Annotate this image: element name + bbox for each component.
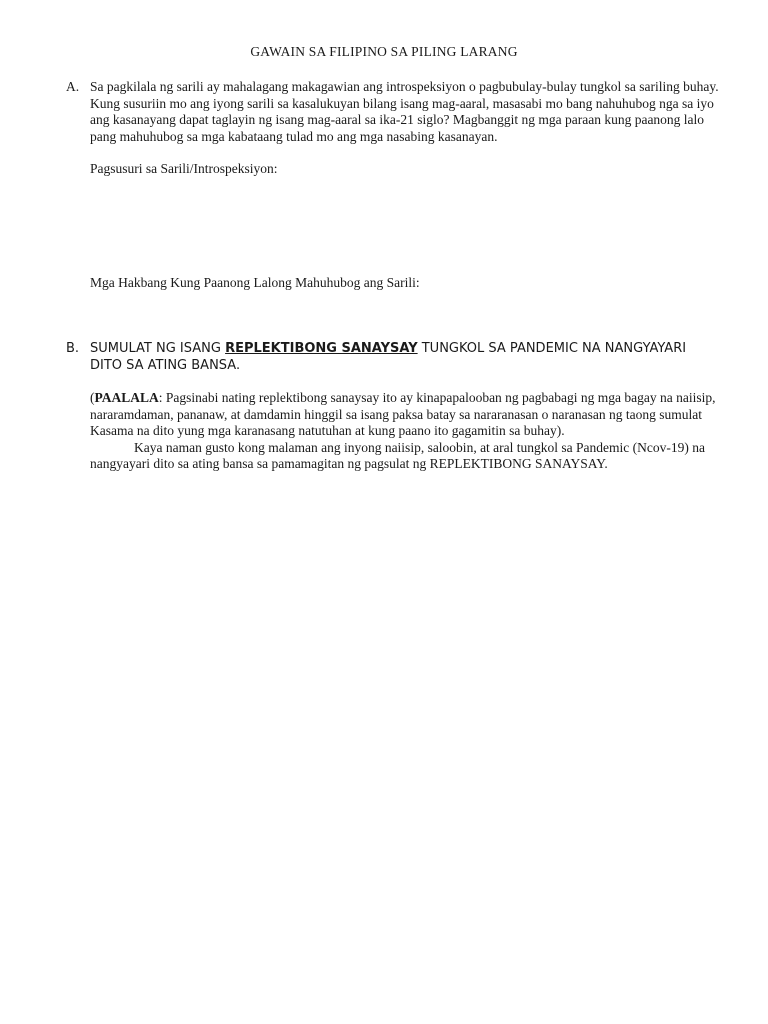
document-title: GAWAIN SA FILIPINO SA PILING LARANG <box>250 44 518 59</box>
heading-suffix: TUNGKOL SA PANDEMIC NA NANGYAYARI DITO SA ATING BANSA. <box>90 341 687 373</box>
section-a-paragraph: Sa pagkilala ng sarili ay mahalagang makagawian ang introspeksiyon o pagbubulay-bulay tungkol sa sariling buhay. Kung susuriin mo ang iyong sarili sa kasalukuyan bilang isang mag-aaral, masasabi mo bang nahuhubog nga sa iyo ang kasanayang dapat taglayin ng isang mag-aaral sa ika-21 siglo? Magbanggit ng mga paraan kung paanong lalo pang mahuhubog sa mga kabataang tulad mo ang mga nasabing kasanayan. <box>90 79 719 144</box>
steps-subheading: Mga Hakbang Kung Paanong Lalong Mahuhubog ang Sarili: <box>90 275 420 290</box>
note-continuation: Kaya naman gusto kong malaman ang inyong naiisip, saloobin, at aral tungkol sa Pandemic (Ncov-19) na nangyayari dito sa ating bansa sa pamamagitan ng pagsulat ng REPLEKTIBONG SANAYSAY. <box>90 439 705 471</box>
heading-prefix: SUMULAT NG ISANG <box>90 341 226 356</box>
note-text: : Pagsinabi nating replektibong sanaysay ito ay kinapapalooban ng pagbabagi ng mga bagay na naiisip, nararamdaman, pananaw, at damdamin hinggil sa isang paksa batay sa nararanasan o naranasan ng taong sumulat Kasama na dito yung mga karanasang natutuhan at kung paano ito gagamitin sa buhay). <box>90 390 716 438</box>
note-label: PAALALA <box>94 390 159 405</box>
heading-emphasis: REPLEKTIBONG SANAYSAY <box>225 341 418 356</box>
section-b-heading <box>90 340 722 374</box>
note-open-paren: ( <box>90 390 95 405</box>
introspection-subheading: Pagsusuri sa Sarili/Introspeksiyon: <box>90 161 278 176</box>
section-b-marker: B. <box>66 341 80 356</box>
section-a-marker: A. <box>66 79 80 94</box>
reminder-note <box>90 390 722 473</box>
